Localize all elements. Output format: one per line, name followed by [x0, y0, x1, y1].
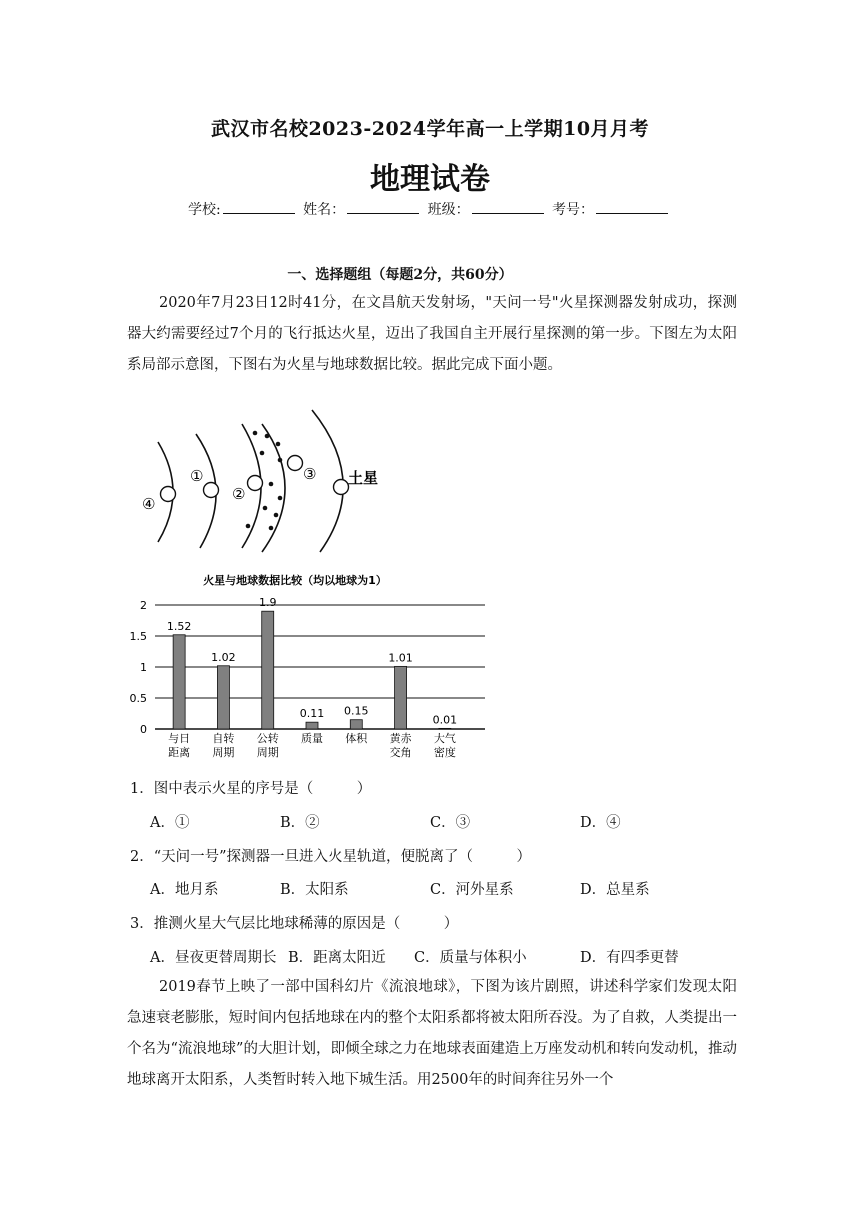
value-label: 1.9 [258, 596, 277, 610]
q2-option-d[interactable]: D．总星系 [580, 882, 650, 898]
bar-大气密度 [439, 728, 451, 729]
name-blank[interactable] [347, 201, 419, 214]
x-tick-label: 距离 [168, 746, 191, 759]
label-1: ① [190, 467, 204, 485]
x-tick-label: 公转 [256, 732, 279, 745]
x-tick-label: 周期 [212, 746, 235, 759]
q1-option-d[interactable]: D．④ [580, 815, 621, 831]
solar-system-diagram [130, 400, 390, 560]
name-label: 姓名： [303, 202, 346, 218]
question-2-stem: 2．“天问一号”探测器一旦进入火星轨道，便脱离了（ ） [130, 849, 532, 865]
x-tick-label: 与日 [168, 732, 191, 745]
x-tick-label: 自转 [212, 732, 235, 745]
chart-title: 火星与地球数据比较（均以地球为1） [203, 574, 387, 587]
bar-黄赤交角 [395, 666, 407, 729]
class-blank[interactable] [472, 201, 544, 214]
y-tick-label: 0 [140, 723, 147, 736]
q1-option-c[interactable]: C．③ [430, 815, 471, 831]
bar-质量 [306, 722, 318, 729]
x-tick-label: 质量 [301, 732, 323, 745]
x-tick-label: 体积 [345, 732, 368, 745]
x-tick-label: 大气 [433, 732, 456, 745]
intro-paragraph-2: 2019春节上映了一部中国科幻片《流浪地球》，下图为该片剧照，讲述科学家们发现太阳急速衰老膨胀，短时间内包括地球在内的整个太阳系都将被太阳所吞没。为了自救，人类提出一个名为“流浪地球”的大胆计划，即倾全球之力在地球表面建造上万座发动机和转向发动机，推动地球离开太阳系，人类暂时转入地下城生活。用2500年的时间奔往另外一个 [127, 979, 737, 1088]
q1-option-b[interactable]: B．② [280, 815, 320, 831]
bar-自转周期 [217, 666, 229, 729]
q2-option-c[interactable]: C．河外星系 [430, 882, 514, 898]
exam-number-blank[interactable] [596, 201, 668, 214]
class-label: 班级： [427, 202, 470, 218]
label-3: ③ [303, 465, 317, 483]
school-blank[interactable] [223, 201, 295, 214]
label-2: ② [232, 485, 246, 503]
label-4: ④ [142, 495, 156, 513]
bar-与日距离 [173, 635, 185, 729]
y-tick-label: 2 [140, 599, 147, 612]
q1-option-a[interactable]: A．① [150, 815, 190, 831]
q3-option-d[interactable]: D．有四季更替 [580, 950, 679, 966]
label-saturn: 土星 [348, 469, 379, 487]
x-tick-label: 周期 [256, 746, 279, 759]
mars-earth-bar-chart [120, 568, 500, 768]
bar-公转周期 [262, 611, 274, 729]
value-label: 1.02 [211, 650, 236, 664]
x-tick-label: 密度 [433, 746, 456, 759]
exam-number-label: 考号： [552, 202, 595, 218]
x-tick-label: 交角 [389, 746, 412, 759]
bar-体积 [350, 720, 362, 729]
value-label: 0.15 [344, 704, 369, 718]
q2-option-b[interactable]: B．太阳系 [280, 882, 349, 898]
question-1-stem: 1．图中表示火星的序号是（ ） [130, 781, 372, 797]
q3-option-c[interactable]: C．质量与体积小 [414, 950, 527, 966]
school-label: 学校: [187, 202, 221, 218]
intro-paragraph-1: 2020年7月23日12时41分，在文昌航天发射场，"天问一号"火星探测器发射成功，探测器大约需要经过7个月的飞行抵达火星，迈出了我国自主开展行星探测的第一步。下图左为太阳系局部示意图，下图右为火星与地球数据比较。据此完成下面小题。 [127, 295, 737, 373]
value-label: 1.01 [388, 651, 413, 665]
student-info-line [0, 199, 860, 219]
y-tick-label: 1.5 [129, 630, 147, 643]
value-label: 0.11 [299, 707, 325, 721]
y-tick-label: 0.5 [129, 692, 147, 705]
section-title: 一、选择题组（每题2分，共60分） [287, 267, 513, 283]
exam-subtitle: 地理试卷 [370, 162, 490, 197]
question-3-stem: 3．推测火星大气层比地球稀薄的原因是（ ） [130, 916, 459, 932]
x-tick-label: 黄赤 [389, 732, 412, 745]
value-label: 1.52 [166, 619, 192, 633]
y-tick-label: 1 [140, 661, 147, 674]
exam-title: 武汉市名校2023-2024学年高一上学期10月月考 [210, 118, 650, 140]
q2-option-a[interactable]: A．地月系 [150, 882, 219, 898]
q3-option-b[interactable]: B．距离太阳近 [288, 950, 386, 966]
q3-option-a[interactable]: A．昼夜更替周期长 [150, 950, 277, 966]
value-label: 0.01 [432, 713, 458, 727]
